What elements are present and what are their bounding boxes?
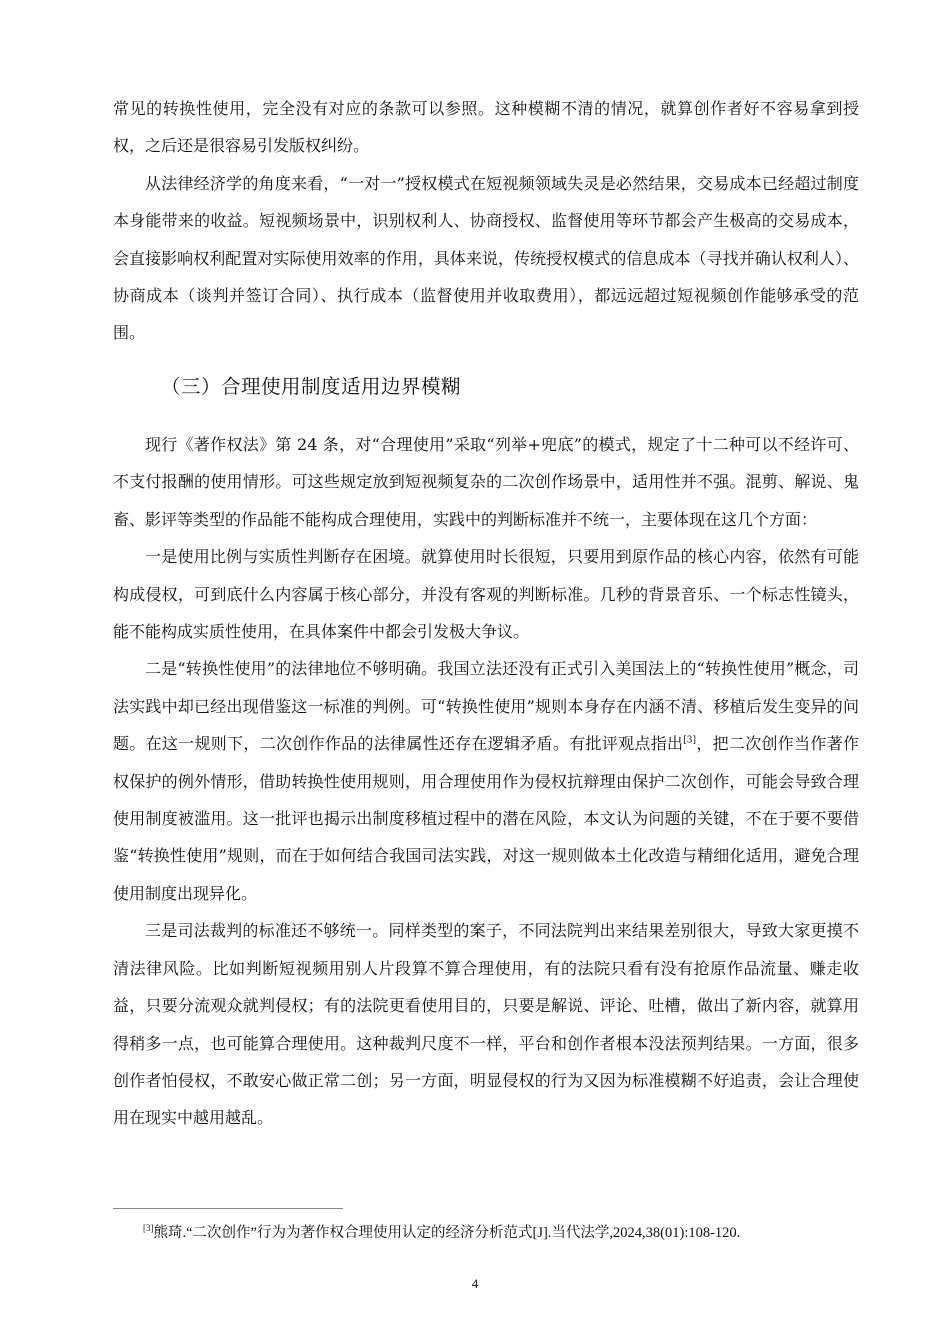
paragraph: 从法律经济学的角度来看，“一对一”授权模式在短视频领域失灵是必然结果，交易成本已经超过制度本身能带来的收益。短视频场景中，识别权利人、协商授权、监督使用等环节都会产生极高的交易成本，会直接影响权利配置对实际使用效率的作用，具体来说，传统授权模式的信息成本（寻找并确认权利人）、协商成本（谈判并签订合同）、执行成本（监督使用并收取费用），都远远超过短视频创作能够承受的范围。 xyxy=(113,173,859,343)
paragraph: 现行《著作权法》第 24 条，对“合理使用”采取“列举+兜底”的模式，规定了十二种可以不经许可、不支付报酬的使用情形。可这些规定放到短视频复杂的二次创作场景中，适用性并不强。混剪、解说、鬼畜、影评等类型的作品能不能构成合理使用，实践中的判断标准并不统一，主要体现在这几个方面： xyxy=(113,435,859,529)
footnote-mark: [3] xyxy=(143,1223,154,1234)
footnote xyxy=(143,1221,740,1242)
paragraph-text: ，把二次创作当作著作权保护的例外情形，借助转换性使用规则，用合理使用作为侵权抗辩理由保护二次创作，可能会导致合理使用制度被滥用。这一批评也揭示出制度移植过程中的潜在风险，本文认为问题的关键，不在于要不要借鉴“转换性使用”规则，而在于如何结合我国司法实践，对这一规则做本土化改造与精细化适用，避免合理使用制度出现异化。 xyxy=(113,734,859,903)
paragraph: 一是使用比例与实质性判断存在困境。就算使用时长很短，只要用到原作品的核心内容，依然有可能构成侵权，可到底什么内容属于核心部分，并没有客观的判断标准。几秒的背景音乐、一个标志性镜头，能不能构成实质性使用，在具体案件中都会引发极大争议。 xyxy=(113,547,859,642)
top-text-block xyxy=(113,90,859,352)
footnote-divider xyxy=(113,1208,343,1209)
section-text-block xyxy=(113,426,859,1137)
page-number: 4 xyxy=(471,1276,479,1291)
paragraph: 三是司法裁判的标准还不够统一。同样类型的案子，不同法院判出来结果差别很大，导致大家更摸不清法律风险。比如判断短视频用别人片段算不算合理使用，有的法院只看有没有抢原作品流量、赚走收益，只要分流观众就判侵权；有的法院更看使用目的，只要是解说、评论、吐槽，做出了新内容，就算用得稍多一点，也可能算合理使用。这种裁判尺度不一样，平台和创作者根本没法预判结果。一方面，很多创作者怕侵权，不敢安心做正常二创；另一方面，明显侵权的行为又因为标准模糊不好追责，会让合理使用在现实中越用越乱。 xyxy=(113,921,859,1128)
footnote-text: 熊琦.“二次创作”行为为著作权合理使用认定的经济分析范式[J].当代法学,2024,38(01):108-120. xyxy=(153,1225,741,1241)
citation-mark[interactable]: [3] xyxy=(683,735,697,746)
paragraph-with-citation xyxy=(113,650,859,912)
paragraph-text: 二是“转换性使用”的法律地位不够明确。我国立法还没有正式引入美国法上的“转换性使用”概念，司法实践中却已经出现借鉴这一标准的判例。可“转换性使用”规则本身存在内涵不清、移植后发生变异的问题。在这一规则下，二次创作作品的法律属性还存在逻辑矛盾。有批评观点指出 xyxy=(113,659,859,754)
section-heading: （三）合理使用制度适用边界模糊 xyxy=(161,375,462,398)
paragraph: 常见的转换性使用，完全没有对应的条款可以参照。这种模糊不清的情况，就算创作者好不容易拿到授权，之后还是很容易引发版权纠纷。 xyxy=(113,99,859,156)
